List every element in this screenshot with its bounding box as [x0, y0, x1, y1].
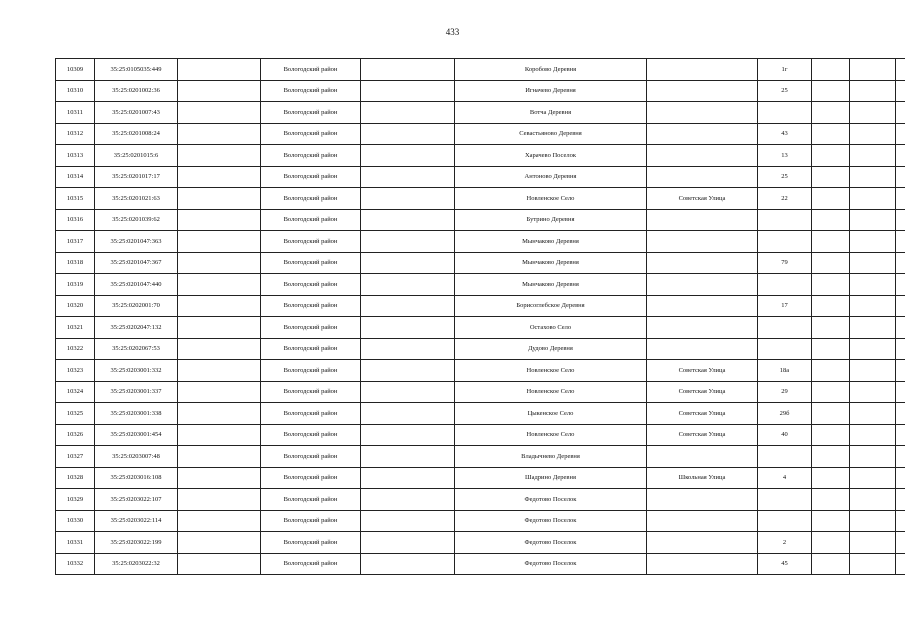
row-number-cell: 10313 — [56, 145, 95, 167]
locality-cell: Остахово Село — [455, 317, 647, 339]
locality-cell: Федотово Поселок — [455, 553, 647, 575]
cadastral-number-cell: 35:25:0203022:32 — [95, 553, 178, 575]
house-number-cell: 79 — [758, 252, 812, 274]
house-number-cell: 4 — [758, 467, 812, 489]
locality-cell: Вотча Деревня — [455, 102, 647, 124]
house-number-cell: 29 — [758, 381, 812, 403]
house-number-cell — [758, 102, 812, 124]
empty-cell — [361, 489, 455, 511]
row-number-cell: 10331 — [56, 532, 95, 554]
district-cell: Вологодский район — [261, 403, 361, 425]
empty-cell — [896, 295, 905, 317]
street-cell — [647, 145, 758, 167]
cadastral-number-cell: 35:25:0203022:114 — [95, 510, 178, 532]
locality-cell: Мынчаково Деревня — [455, 274, 647, 296]
empty-cell — [178, 252, 261, 274]
registry-table-body — [56, 59, 905, 575]
table-row — [56, 80, 905, 102]
locality-cell: Цыкенское Село — [455, 403, 647, 425]
empty-cell — [812, 59, 850, 81]
empty-cell — [178, 424, 261, 446]
empty-cell — [361, 231, 455, 253]
empty-cell — [896, 231, 905, 253]
table-row — [56, 274, 905, 296]
cadastral-number-cell: 35:25:0203001:332 — [95, 360, 178, 382]
table-row — [56, 553, 905, 575]
empty-cell — [812, 80, 850, 102]
house-number-cell — [758, 510, 812, 532]
house-number-cell: 2 — [758, 532, 812, 554]
empty-cell — [812, 295, 850, 317]
row-number-cell: 10314 — [56, 166, 95, 188]
empty-cell — [361, 102, 455, 124]
street-cell — [647, 510, 758, 532]
district-cell: Вологодский район — [261, 102, 361, 124]
row-number-cell: 10321 — [56, 317, 95, 339]
empty-cell — [896, 188, 905, 210]
house-number-cell — [758, 274, 812, 296]
street-cell — [647, 446, 758, 468]
empty-cell — [850, 553, 896, 575]
table-row — [56, 295, 905, 317]
empty-cell — [361, 295, 455, 317]
house-number-cell: 29б — [758, 403, 812, 425]
row-number-cell: 10327 — [56, 446, 95, 468]
district-cell: Вологодский район — [261, 166, 361, 188]
empty-cell — [812, 188, 850, 210]
street-cell — [647, 553, 758, 575]
house-number-cell: 40 — [758, 424, 812, 446]
house-number-cell — [758, 446, 812, 468]
house-number-cell — [758, 489, 812, 511]
cadastral-number-cell: 35:25:0203022:199 — [95, 532, 178, 554]
empty-cell — [178, 532, 261, 554]
row-number-cell: 10317 — [56, 231, 95, 253]
empty-cell — [850, 123, 896, 145]
street-cell — [647, 532, 758, 554]
locality-cell: Новленское Село — [455, 381, 647, 403]
district-cell: Вологодский район — [261, 489, 361, 511]
cadastral-number-cell: 35:25:0201017:17 — [95, 166, 178, 188]
empty-cell — [896, 274, 905, 296]
locality-cell: Коробово Деревня — [455, 59, 647, 81]
cadastral-number-cell: 35:25:0202001:70 — [95, 295, 178, 317]
cadastral-number-cell: 35:25:0203007:48 — [95, 446, 178, 468]
row-number-cell: 10316 — [56, 209, 95, 231]
district-cell: Вологодский район — [261, 360, 361, 382]
empty-cell — [812, 553, 850, 575]
house-number-cell: 17 — [758, 295, 812, 317]
empty-cell — [850, 510, 896, 532]
empty-cell — [361, 338, 455, 360]
empty-cell — [850, 231, 896, 253]
empty-cell — [178, 510, 261, 532]
locality-cell: Федотово Поселок — [455, 532, 647, 554]
empty-cell — [361, 59, 455, 81]
street-cell — [647, 102, 758, 124]
locality-cell: Новленское Село — [455, 424, 647, 446]
empty-cell — [178, 489, 261, 511]
house-number-cell: 18а — [758, 360, 812, 382]
empty-cell — [896, 467, 905, 489]
cadastral-number-cell: 35:25:0201021:63 — [95, 188, 178, 210]
empty-cell — [361, 252, 455, 274]
empty-cell — [896, 381, 905, 403]
street-cell — [647, 338, 758, 360]
table-row — [56, 59, 905, 81]
row-number-cell: 10315 — [56, 188, 95, 210]
empty-cell — [850, 317, 896, 339]
empty-cell — [850, 381, 896, 403]
empty-cell — [812, 532, 850, 554]
street-cell: Советская Улица — [647, 381, 758, 403]
empty-cell — [850, 166, 896, 188]
row-number-cell: 10319 — [56, 274, 95, 296]
empty-cell — [812, 145, 850, 167]
row-number-cell: 10309 — [56, 59, 95, 81]
cadastral-number-cell: 35:25:0105035:449 — [95, 59, 178, 81]
cadastral-number-cell: 35:25:0203001:337 — [95, 381, 178, 403]
empty-cell — [178, 188, 261, 210]
empty-cell — [812, 123, 850, 145]
empty-cell — [850, 295, 896, 317]
empty-cell — [812, 381, 850, 403]
street-cell: Советская Улица — [647, 188, 758, 210]
cadastral-number-cell: 35:25:0203022:107 — [95, 489, 178, 511]
locality-cell: Антоново Деревня — [455, 166, 647, 188]
cadastral-number-cell: 35:25:0201015:6 — [95, 145, 178, 167]
locality-cell: Мынчаково Деревня — [455, 252, 647, 274]
cadastral-number-cell: 35:25:0201008:24 — [95, 123, 178, 145]
empty-cell — [361, 145, 455, 167]
registry-table — [55, 58, 905, 575]
table-row — [56, 188, 905, 210]
empty-cell — [850, 403, 896, 425]
street-cell — [647, 489, 758, 511]
empty-cell — [361, 553, 455, 575]
empty-cell — [850, 338, 896, 360]
cadastral-number-cell: 35:25:0201047:440 — [95, 274, 178, 296]
cadastral-number-cell: 35:25:0203001:338 — [95, 403, 178, 425]
empty-cell — [178, 467, 261, 489]
district-cell: Вологодский район — [261, 80, 361, 102]
empty-cell — [896, 510, 905, 532]
cadastral-number-cell: 35:25:0201047:367 — [95, 252, 178, 274]
row-number-cell: 10312 — [56, 123, 95, 145]
empty-cell — [178, 317, 261, 339]
empty-cell — [361, 381, 455, 403]
house-number-cell — [758, 209, 812, 231]
empty-cell — [896, 489, 905, 511]
empty-cell — [812, 317, 850, 339]
locality-cell: Севастьяново Деревня — [455, 123, 647, 145]
district-cell: Вологодский район — [261, 424, 361, 446]
empty-cell — [850, 360, 896, 382]
table-row — [56, 403, 905, 425]
street-cell — [647, 209, 758, 231]
locality-cell: Федотово Поселок — [455, 510, 647, 532]
empty-cell — [896, 446, 905, 468]
empty-cell — [896, 553, 905, 575]
empty-cell — [812, 252, 850, 274]
empty-cell — [850, 209, 896, 231]
empty-cell — [896, 360, 905, 382]
district-cell: Вологодский район — [261, 510, 361, 532]
empty-cell — [361, 446, 455, 468]
locality-cell: Новленское Село — [455, 360, 647, 382]
district-cell: Вологодский район — [261, 467, 361, 489]
empty-cell — [896, 123, 905, 145]
empty-cell — [896, 102, 905, 124]
empty-cell — [812, 510, 850, 532]
district-cell: Вологодский район — [261, 317, 361, 339]
empty-cell — [178, 123, 261, 145]
empty-cell — [896, 80, 905, 102]
empty-cell — [896, 145, 905, 167]
empty-cell — [178, 59, 261, 81]
empty-cell — [812, 274, 850, 296]
table-row — [56, 123, 905, 145]
street-cell: Советская Улица — [647, 403, 758, 425]
district-cell: Вологодский район — [261, 59, 361, 81]
row-number-cell: 10329 — [56, 489, 95, 511]
house-number-cell: 22 — [758, 188, 812, 210]
house-number-cell: 25 — [758, 80, 812, 102]
empty-cell — [812, 360, 850, 382]
district-cell: Вологодский район — [261, 252, 361, 274]
empty-cell — [178, 446, 261, 468]
district-cell: Вологодский район — [261, 123, 361, 145]
empty-cell — [850, 489, 896, 511]
empty-cell — [850, 145, 896, 167]
table-row — [56, 252, 905, 274]
cadastral-number-cell: 35:25:0201039:62 — [95, 209, 178, 231]
row-number-cell: 10311 — [56, 102, 95, 124]
empty-cell — [850, 532, 896, 554]
street-cell: Советская Улица — [647, 424, 758, 446]
empty-cell — [178, 102, 261, 124]
row-number-cell: 10332 — [56, 553, 95, 575]
empty-cell — [178, 209, 261, 231]
locality-cell: Владычнево Деревня — [455, 446, 647, 468]
empty-cell — [178, 166, 261, 188]
row-number-cell: 10325 — [56, 403, 95, 425]
district-cell: Вологодский район — [261, 274, 361, 296]
table-row — [56, 424, 905, 446]
table-row — [56, 102, 905, 124]
empty-cell — [812, 424, 850, 446]
street-cell — [647, 252, 758, 274]
street-cell — [647, 317, 758, 339]
locality-cell: Борисоглебское Деревня — [455, 295, 647, 317]
empty-cell — [361, 510, 455, 532]
empty-cell — [850, 252, 896, 274]
empty-cell — [850, 188, 896, 210]
district-cell: Вологодский район — [261, 188, 361, 210]
cadastral-number-cell: 35:25:0202047:132 — [95, 317, 178, 339]
locality-cell: Новленское Село — [455, 188, 647, 210]
locality-cell: Федотово Поселок — [455, 489, 647, 511]
empty-cell — [178, 553, 261, 575]
empty-cell — [178, 360, 261, 382]
empty-cell — [361, 80, 455, 102]
empty-cell — [178, 295, 261, 317]
empty-cell — [361, 467, 455, 489]
locality-cell: Шадрино Деревня — [455, 467, 647, 489]
table-row — [56, 446, 905, 468]
empty-cell — [178, 403, 261, 425]
empty-cell — [178, 145, 261, 167]
empty-cell — [178, 274, 261, 296]
table-row — [56, 231, 905, 253]
house-number-cell — [758, 338, 812, 360]
empty-cell — [896, 166, 905, 188]
row-number-cell: 10322 — [56, 338, 95, 360]
empty-cell — [812, 489, 850, 511]
locality-cell: Дудово Деревня — [455, 338, 647, 360]
street-cell — [647, 274, 758, 296]
street-cell — [647, 123, 758, 145]
locality-cell: Мынчаково Деревня — [455, 231, 647, 253]
empty-cell — [361, 317, 455, 339]
district-cell: Вологодский район — [261, 338, 361, 360]
empty-cell — [896, 252, 905, 274]
cadastral-number-cell: 35:25:0201002:36 — [95, 80, 178, 102]
empty-cell — [812, 209, 850, 231]
district-cell: Вологодский район — [261, 553, 361, 575]
house-number-cell: 43 — [758, 123, 812, 145]
table-row — [56, 489, 905, 511]
street-cell: Школьная Улица — [647, 467, 758, 489]
empty-cell — [812, 102, 850, 124]
house-number-cell: 25 — [758, 166, 812, 188]
street-cell — [647, 59, 758, 81]
district-cell: Вологодский район — [261, 145, 361, 167]
empty-cell — [178, 381, 261, 403]
empty-cell — [896, 338, 905, 360]
street-cell — [647, 295, 758, 317]
empty-cell — [361, 123, 455, 145]
row-number-cell: 10320 — [56, 295, 95, 317]
table-row — [56, 209, 905, 231]
locality-cell: Игначево Деревня — [455, 80, 647, 102]
locality-cell: Бутрино Деревня — [455, 209, 647, 231]
row-number-cell: 10328 — [56, 467, 95, 489]
empty-cell — [850, 59, 896, 81]
row-number-cell: 10326 — [56, 424, 95, 446]
table-row — [56, 467, 905, 489]
street-cell — [647, 231, 758, 253]
empty-cell — [812, 338, 850, 360]
table-row — [56, 360, 905, 382]
empty-cell — [178, 80, 261, 102]
row-number-cell: 10330 — [56, 510, 95, 532]
empty-cell — [812, 446, 850, 468]
empty-cell — [361, 166, 455, 188]
district-cell: Вологодский район — [261, 295, 361, 317]
house-number-cell: 45 — [758, 553, 812, 575]
empty-cell — [361, 424, 455, 446]
table-row — [56, 532, 905, 554]
empty-cell — [812, 231, 850, 253]
empty-cell — [178, 231, 261, 253]
empty-cell — [850, 274, 896, 296]
cadastral-number-cell: 35:25:0203001:454 — [95, 424, 178, 446]
cadastral-number-cell: 35:25:0203016:108 — [95, 467, 178, 489]
empty-cell — [361, 209, 455, 231]
house-number-cell — [758, 317, 812, 339]
street-cell — [647, 80, 758, 102]
row-number-cell: 10324 — [56, 381, 95, 403]
table-row — [56, 338, 905, 360]
empty-cell — [361, 403, 455, 425]
empty-cell — [361, 274, 455, 296]
empty-cell — [896, 59, 905, 81]
empty-cell — [896, 532, 905, 554]
empty-cell — [896, 403, 905, 425]
empty-cell — [850, 80, 896, 102]
street-cell: Советская Улица — [647, 360, 758, 382]
district-cell: Вологодский район — [261, 231, 361, 253]
district-cell: Вологодский район — [261, 532, 361, 554]
row-number-cell: 10318 — [56, 252, 95, 274]
empty-cell — [812, 166, 850, 188]
empty-cell — [896, 209, 905, 231]
empty-cell — [896, 424, 905, 446]
empty-cell — [812, 467, 850, 489]
page-number: 433 — [445, 27, 460, 37]
house-number-cell: 13 — [758, 145, 812, 167]
locality-cell: Харачево Поселок — [455, 145, 647, 167]
empty-cell — [361, 532, 455, 554]
table-row — [56, 166, 905, 188]
table-row — [56, 510, 905, 532]
district-cell: Вологодский район — [261, 381, 361, 403]
empty-cell — [361, 360, 455, 382]
table-row — [56, 317, 905, 339]
empty-cell — [178, 338, 261, 360]
empty-cell — [850, 424, 896, 446]
cadastral-number-cell: 35:25:0201007:43 — [95, 102, 178, 124]
row-number-cell: 10310 — [56, 80, 95, 102]
empty-cell — [850, 446, 896, 468]
street-cell — [647, 166, 758, 188]
table-row — [56, 145, 905, 167]
table-row — [56, 381, 905, 403]
house-number-cell — [758, 231, 812, 253]
house-number-cell: 1г — [758, 59, 812, 81]
district-cell: Вологодский район — [261, 209, 361, 231]
district-cell: Вологодский район — [261, 446, 361, 468]
empty-cell — [850, 467, 896, 489]
empty-cell — [896, 317, 905, 339]
empty-cell — [850, 102, 896, 124]
cadastral-number-cell: 35:25:0201047:363 — [95, 231, 178, 253]
empty-cell — [812, 403, 850, 425]
empty-cell — [361, 188, 455, 210]
cadastral-number-cell: 35:25:0202067:53 — [95, 338, 178, 360]
row-number-cell: 10323 — [56, 360, 95, 382]
